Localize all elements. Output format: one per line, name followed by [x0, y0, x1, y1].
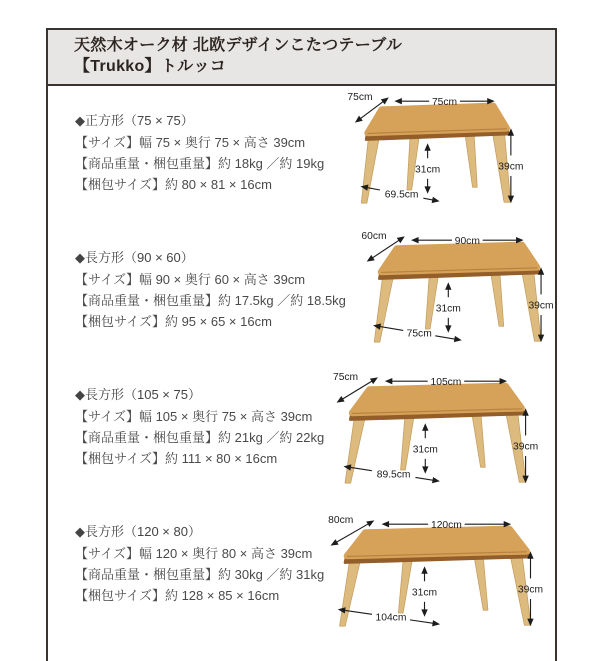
table-leg	[474, 554, 488, 610]
variant-weight: 【商品重量・梱包重量】約 18kg ／約 19kg	[75, 156, 325, 171]
dim-height-label: 39cm	[498, 161, 524, 173]
table-leg	[465, 131, 478, 187]
variant-package: 【梱包サイズ】約 128 × 85 × 16cm	[75, 588, 280, 603]
arrowhead	[425, 143, 431, 150]
dimension-line	[416, 477, 434, 480]
table-leg	[407, 134, 420, 190]
arrowhead	[370, 377, 378, 384]
dim-depth-label: 60cm	[361, 231, 387, 243]
dim-clearance-label: 31cm	[435, 303, 461, 315]
arrowhead	[331, 539, 339, 545]
variant-section-75x75	[48, 86, 555, 223]
arrowhead	[337, 396, 345, 403]
dim-clearance-label: 31cm	[412, 444, 439, 456]
spec-text-block	[48, 223, 346, 360]
table-leg	[425, 273, 438, 329]
dim-width-label: 105cm	[430, 376, 462, 388]
arrowhead	[367, 255, 375, 262]
kotatsu-table-drawing	[324, 89, 558, 220]
arrowhead	[425, 186, 431, 193]
arrowhead	[422, 609, 428, 616]
kotatsu-table-drawing	[324, 369, 558, 500]
arrowhead	[422, 423, 428, 430]
table-illustration	[324, 497, 558, 634]
variant-package: 【梱包サイズ】約 80 × 81 × 16cm	[75, 177, 272, 192]
arrowhead	[445, 325, 451, 332]
arrowhead	[381, 97, 389, 104]
arrowhead	[366, 520, 374, 526]
variant-section-90x60	[48, 223, 555, 360]
variant-package: 【梱包サイズ】約 95 × 65 × 16cm	[75, 314, 272, 329]
variant-shape-label: ◆正方形（75 × 75）	[75, 113, 194, 128]
variant-shape-label: ◆長方形（120 × 80）	[75, 524, 201, 539]
arrowhead	[397, 236, 405, 243]
table-illustration	[324, 86, 558, 223]
table-leg	[345, 412, 366, 483]
spec-sheet-box	[46, 28, 557, 661]
dim-depth-label: 75cm	[347, 92, 373, 104]
dim-inner-width-label: 89.5cm	[376, 469, 411, 481]
arrowhead	[395, 98, 402, 104]
variant-size: 【サイズ】幅 105 × 奥行 75 × 高さ 39cm	[75, 409, 313, 424]
arrowhead	[385, 378, 392, 384]
dim-clearance-label: 31cm	[412, 587, 438, 599]
kotatsu-table-drawing	[324, 512, 558, 643]
variant-size: 【サイズ】幅 120 × 奥行 80 × 高さ 39cm	[75, 546, 313, 561]
arrowhead	[382, 521, 389, 527]
variant-package: 【梱包サイズ】約 111 × 80 × 16cm	[75, 451, 278, 466]
arrowhead	[355, 116, 363, 123]
dim-depth-label: 75cm	[333, 372, 359, 384]
product-title-line1: 天然木オーク材 北欧デザインこたつテーブル	[74, 37, 403, 54]
product-title-line2: 【Trukko】トルッコ	[74, 58, 227, 75]
table-leg	[472, 411, 486, 467]
spec-text-block	[48, 497, 324, 634]
table-illustration	[346, 223, 580, 360]
variant-weight: 【商品重量・梱包重量】約 21kg ／約 22kg	[75, 430, 325, 445]
dim-inner-width-label: 104cm	[375, 612, 407, 624]
dim-inner-width-label: 75cm	[406, 328, 432, 340]
variant-shape-label: ◆長方形（90 × 60）	[75, 250, 194, 265]
variant-size: 【サイズ】幅 75 × 奥行 75 × 高さ 39cm	[75, 135, 306, 150]
arrowhead	[422, 466, 428, 473]
variant-weight: 【商品重量・梱包重量】約 30kg ／約 31kg	[75, 567, 325, 582]
dimension-line	[435, 336, 455, 339]
spec-text-block	[48, 86, 324, 223]
dimension-line	[410, 620, 434, 623]
table-leg	[340, 555, 362, 626]
dim-height-label: 39cm	[528, 300, 554, 312]
dim-depth-label: 80cm	[328, 515, 354, 527]
table-illustration	[324, 360, 558, 497]
table-leg	[399, 557, 413, 613]
variant-weight: 【商品重量・梱包重量】約 17.5kg ／約 18.5kg	[75, 293, 346, 308]
product-header	[48, 30, 555, 86]
arrowhead	[422, 566, 428, 573]
table-leg	[374, 271, 394, 342]
dim-height-label: 39cm	[518, 584, 544, 596]
table-leg	[490, 270, 503, 326]
dim-height-label: 39cm	[513, 441, 539, 453]
arrowhead	[411, 237, 418, 243]
dim-clearance-label: 31cm	[415, 164, 441, 176]
spec-text-block	[48, 360, 324, 497]
dim-width-label: 90cm	[454, 235, 480, 247]
variant-list	[48, 86, 555, 634]
dim-inner-width-label: 69.5cm	[385, 189, 419, 201]
variant-size: 【サイズ】幅 90 × 奥行 60 × 高さ 39cm	[75, 272, 306, 287]
dim-width-label: 75cm	[432, 96, 458, 108]
tabletop	[352, 386, 522, 413]
variant-section-105x75	[48, 360, 555, 497]
dim-width-label: 120cm	[431, 519, 463, 531]
variant-shape-label: ◆長方形（105 × 75）	[75, 387, 201, 402]
table-leg	[401, 414, 415, 470]
kotatsu-table-drawing	[346, 228, 580, 359]
arrowhead	[445, 282, 451, 289]
dimension-line	[379, 326, 403, 330]
table-leg	[361, 132, 380, 203]
dimension-line	[424, 198, 434, 200]
variant-section-120x80	[48, 497, 555, 634]
